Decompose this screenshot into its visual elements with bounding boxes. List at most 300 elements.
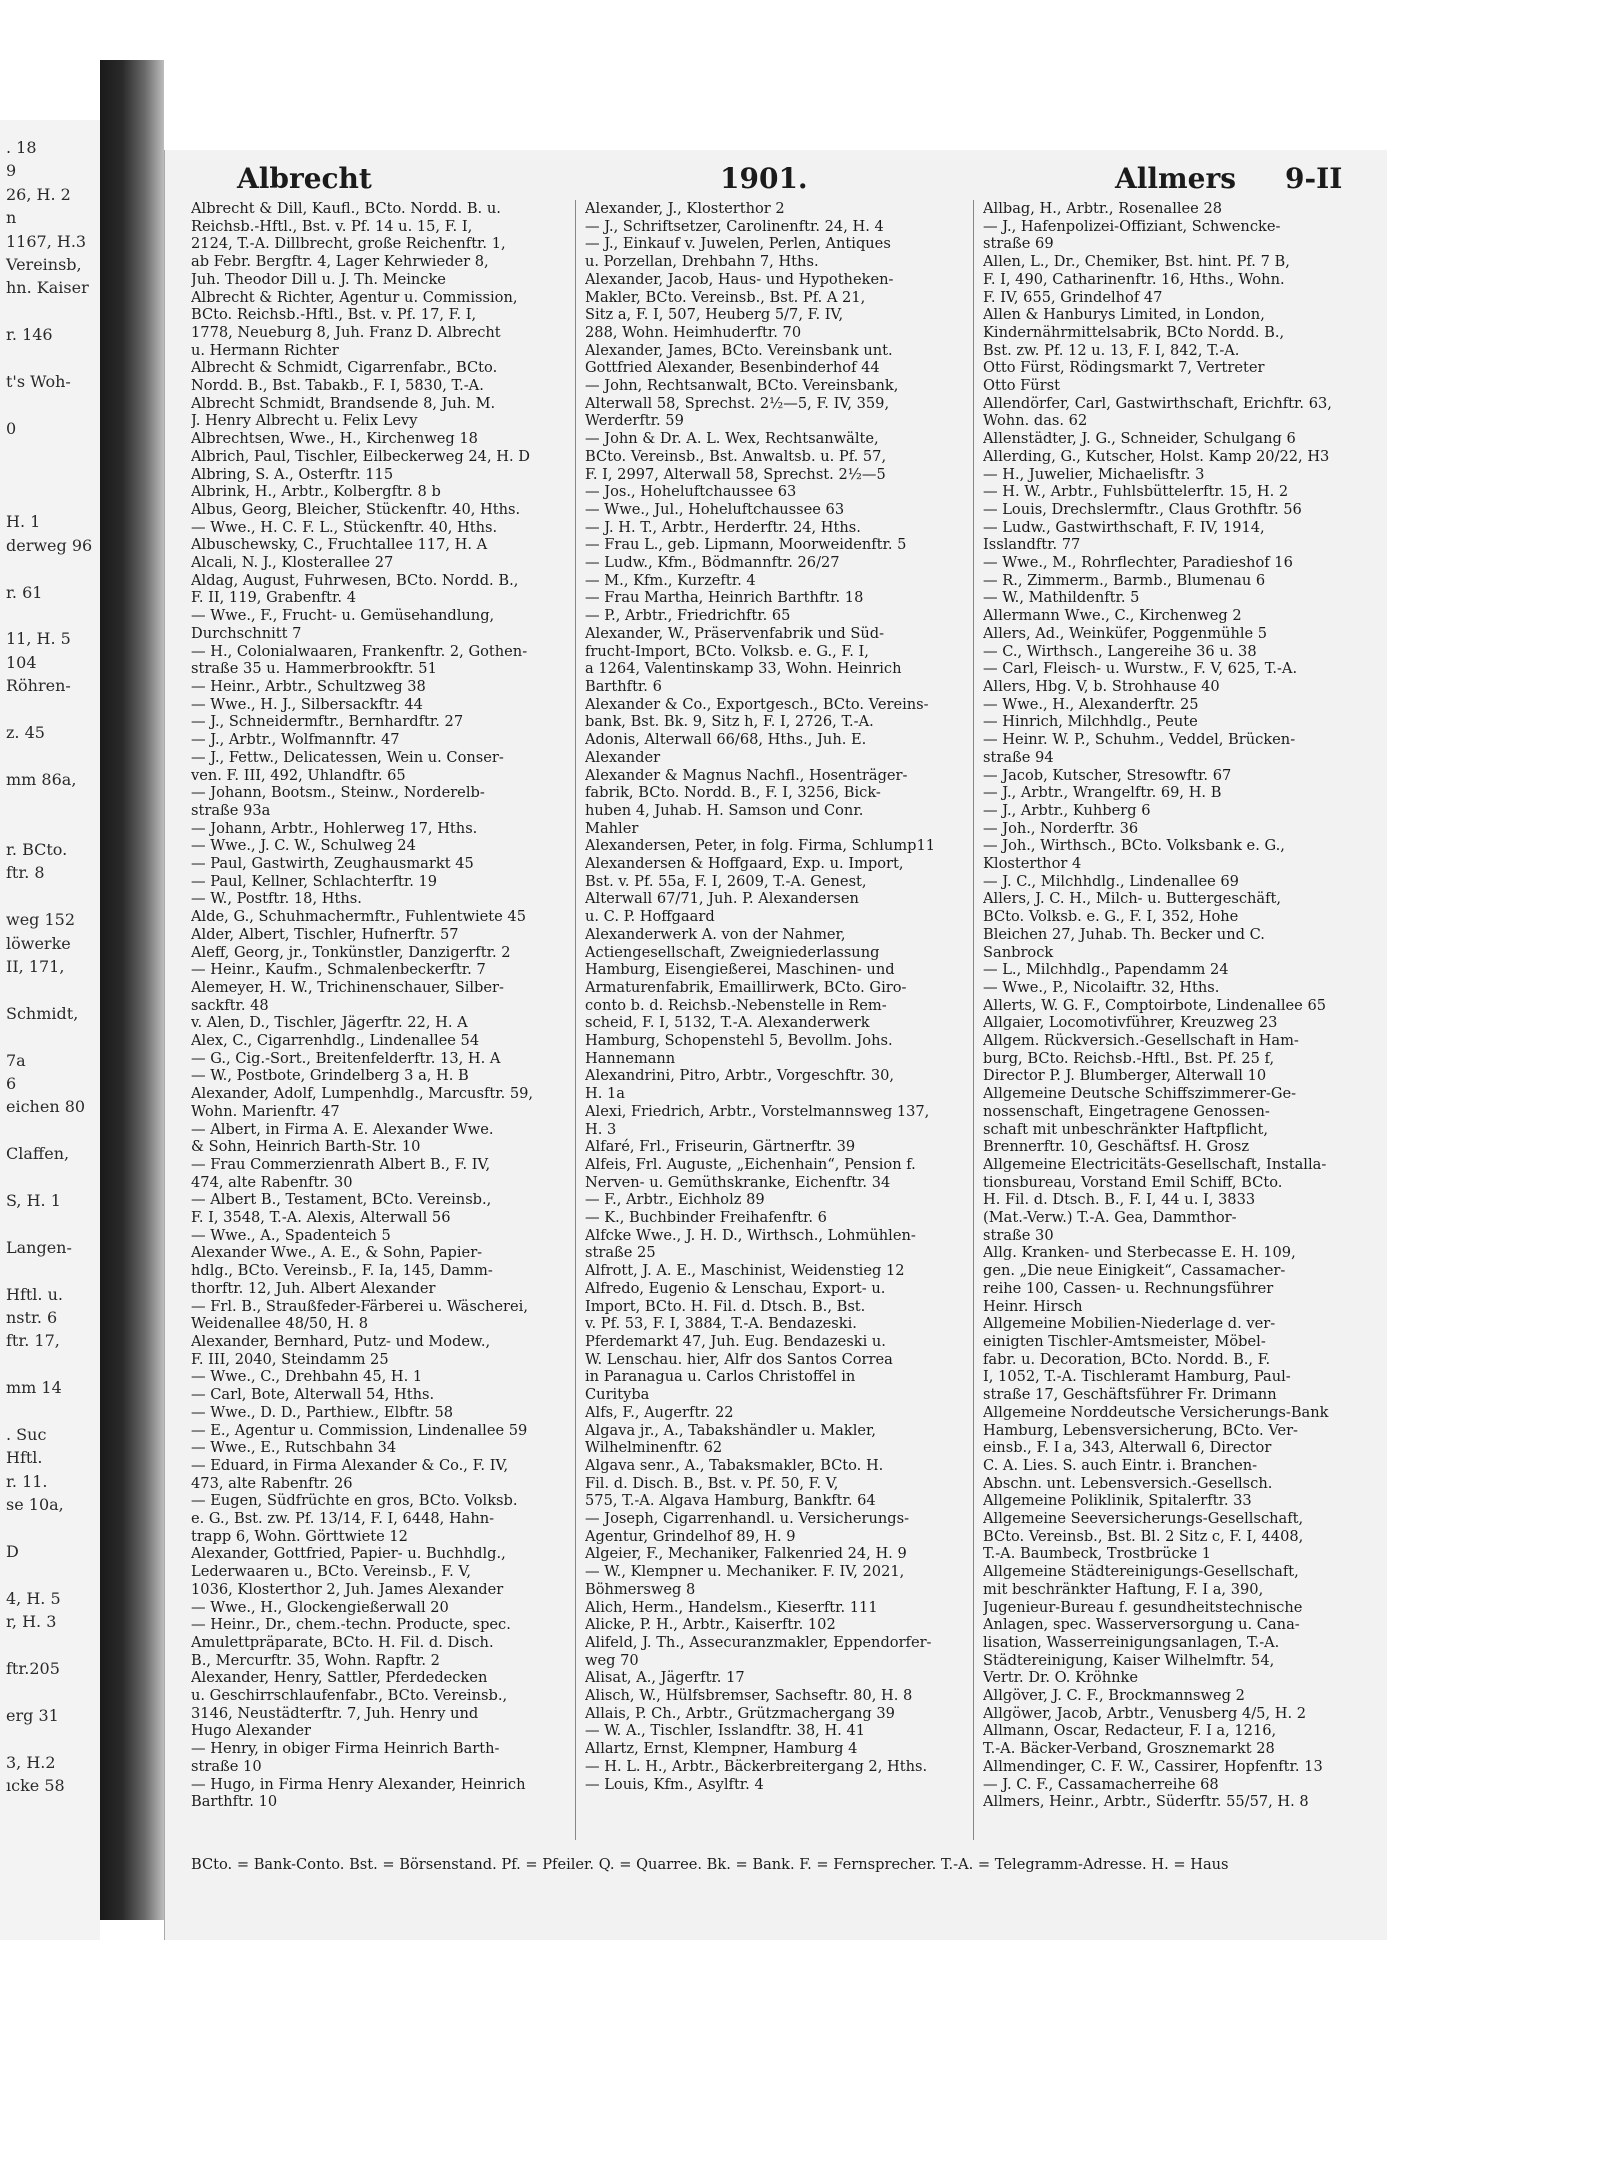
- directory-entry-line: Hannemann: [585, 1049, 676, 1067]
- directory-entry-line: Alcali, N. J., Klosterallee 27: [191, 554, 394, 572]
- previous-page-fragment: . Suc: [6, 1425, 47, 1444]
- previous-page-fragment: II, 171,: [6, 957, 65, 976]
- previous-page-fragment: Röhren-: [6, 676, 71, 696]
- directory-entry-line: — W., Mathildenftr. 5: [983, 589, 1140, 607]
- directory-entry-line: fabr. u. Decoration, BCto. Nordd. B., F.: [983, 1350, 1271, 1368]
- directory-entry-line: Vertr. Dr. O. Kröhnke: [983, 1669, 1139, 1687]
- directory-entry-line: Hamburg, Lebensversicherung, BCto. Ver-: [983, 1421, 1298, 1439]
- directory-entry-line: einsb., F. I a, 343, Alterwall 6, Director: [983, 1439, 1272, 1457]
- directory-entry-line: Albrecht & Richter, Agentur u. Commission,: [191, 288, 518, 306]
- directory-entry-line: Allgemeine Städtereinigungs-Gesellschaft,: [983, 1563, 1299, 1581]
- directory-entry-line: Albrecht & Dill, Kaufl., BCto. Nordd. B. u.: [191, 200, 501, 217]
- previous-page-edge: [0, 120, 100, 1940]
- directory-entry-line: — Albert B., Testament, BCto. Vereinsb.,: [191, 1191, 492, 1209]
- directory-entry-line: scheid, F. I, 5132, T.-A. Alexanderwerk: [585, 1014, 870, 1032]
- directory-entry-line: Hamburg, Schopenstehl 5, Bevollm. Johs.: [585, 1032, 893, 1050]
- directory-entry-line: Alde, G., Schuhmachermftr., Fuhlentwiete 45: [191, 908, 526, 926]
- directory-entry-line: — Hugo, in Firma Henry Alexander, Heinrich: [191, 1775, 526, 1793]
- directory-entry-line: — L., Milchhdlg., Papendamm 24: [983, 961, 1229, 979]
- directory-entry-line: F. II, 119, Grabenftr. 4: [191, 589, 356, 607]
- directory-entry-line: — Wwe., H. C. F. L., Stückenftr. 40, Hths.: [191, 518, 498, 536]
- previous-page-fragment: mm 86a,: [6, 769, 77, 789]
- directory-entry-line: Alterwall 58, Sprechst. 2½—5, F. IV, 359,: [585, 394, 890, 412]
- directory-entry-line: — Heinr., Kaufm., Schmalenbeckerftr. 7: [191, 961, 486, 979]
- directory-entry-line: Anlagen, spec. Wasserversorgung u. Cana-: [983, 1616, 1300, 1634]
- directory-entry-line: J. Henry Albrecht u. Felix Levy: [191, 412, 418, 430]
- directory-entry-line: — Henry, in obiger Firma Heinrich Barth-: [191, 1740, 500, 1758]
- directory-page: [164, 150, 1387, 1940]
- directory-entry-line: nossenschaft, Eingetragene Genossen-: [983, 1102, 1270, 1120]
- directory-entry-line: u. C. P. Hoffgaard: [585, 908, 715, 926]
- directory-entry-line: BCto. Vereinsb., Bst. Anwaltsb. u. Pf. 57,: [585, 447, 887, 465]
- directory-entry-line: Armaturenfabrik, Emaillirwerk, BCto. Giro-: [585, 978, 907, 996]
- directory-entry-line: Alich, Herm., Handelsm., Kieserftr. 111: [585, 1598, 878, 1616]
- previous-page-fragment: 9: [6, 161, 17, 181]
- directory-entry-line: — W., Postftr. 18, Hths.: [191, 890, 362, 908]
- previous-page-fragment: Schmidt,: [6, 1003, 79, 1023]
- directory-entry-line: — Frau Martha, Heinrich Barthftr. 18: [585, 589, 864, 607]
- directory-entry-line: Reichsb.-Hftl., Bst. v. Pf. 14 u. 15, F. I,: [191, 217, 473, 235]
- directory-entry-line: 575, T.-A. Algava Hamburg, Bankftr. 64: [585, 1492, 876, 1510]
- directory-entry-line: straße 30: [983, 1226, 1054, 1244]
- directory-entry-line: Alexander Wwe., A. E., & Sohn, Papier-: [191, 1244, 483, 1262]
- previous-page-fragment: D: [6, 1542, 19, 1561]
- directory-entry-line: einigten Tischler-Amtsmeister, Möbel-: [983, 1333, 1266, 1350]
- directory-entry-line: Alisch, W., Hülfsbremser, Sachseftr. 80, H. 8: [585, 1687, 913, 1705]
- directory-entry-line: — C., Wirthsch., Langereihe 36 u. 38: [983, 642, 1257, 660]
- directory-entry-line: — Wwe., H., Alexanderftr. 25: [983, 695, 1199, 713]
- directory-entry-line: Alexander, Jacob, Haus- und Hypotheken-: [585, 270, 894, 288]
- directory-entry-line: Abschn. unt. Lebensversich.-Gesellsch.: [983, 1474, 1273, 1492]
- directory-entry-line: — Heinr., Arbtr., Schultzweg 38: [191, 677, 426, 695]
- directory-entry-line: — Albert, in Firma A. E. Alexander Wwe.: [191, 1120, 494, 1138]
- directory-entry-line: F. III, 2040, Steindamm 25: [191, 1350, 389, 1368]
- directory-entry-line: — Hinrich, Milchhdlg., Peute: [983, 713, 1198, 731]
- directory-entry-line: mit beschränkter Haftung, F. I a, 390,: [983, 1580, 1264, 1598]
- directory-entry-line: Allermann Wwe., C., Kirchenweg 2: [983, 607, 1242, 625]
- directory-entry-line: Alexander & Co., Exportgesch., BCto. Vereins-: [585, 695, 929, 713]
- directory-entry-line: Alexander, James, BCto. Vereinsbank unt.: [585, 341, 893, 359]
- directory-entry-line: trapp 6, Wohn. Görttwiete 12: [191, 1527, 408, 1545]
- directory-entry-line: F. I, 490, Catharinenftr. 16, Hths., Wohn.: [983, 270, 1285, 288]
- directory-entry-line: — Paul, Gastwirth, Zeughausmarkt 45: [191, 855, 474, 873]
- directory-entry-line: straße 35 u. Hammerbrookftr. 51: [191, 660, 437, 678]
- directory-entry-line: — J., Arbtr., Wrangelftr. 69, H. B: [983, 784, 1222, 802]
- directory-entry-line: — E., Agentur u. Commission, Lindenallee 59: [191, 1421, 528, 1439]
- directory-entry-line: Allers, J. C. H., Milch- u. Buttergeschäft,: [983, 890, 1282, 908]
- previous-page-fragment: r, H. 3: [6, 1612, 57, 1632]
- directory-entry-line: Hugo Alexander: [191, 1722, 312, 1740]
- directory-entry-line: — G., Cig.-Sort., Breitenfelderftr. 13, H. A: [191, 1049, 501, 1067]
- previous-page-fragment: eichen 80: [6, 1097, 86, 1117]
- previous-page-fragment: r. 11.: [6, 1471, 48, 1491]
- directory-entry-line: B., Mercurftr. 35, Wohn. Rapftr. 2: [191, 1651, 440, 1669]
- directory-entry-line: schaft mit unbeschränkter Haftpflicht,: [983, 1120, 1269, 1138]
- directory-entry-line: Algava senr., A., Tabaksmakler, BCto. H.: [585, 1456, 884, 1474]
- directory-entry-line: — J., Fettw., Delicatessen, Wein u. Conser-: [191, 748, 504, 766]
- directory-entry-line: Barthftr. 10: [191, 1793, 278, 1811]
- directory-entry-line: — J. C., Milchhdlg., Lindenallee 69: [983, 872, 1239, 890]
- previous-page-fragment: z. 45: [6, 723, 45, 742]
- directory-entry-line: straße 25: [585, 1244, 656, 1262]
- directory-entry-line: — Wwe., Jul., Hoheluftchaussee 63: [585, 500, 845, 518]
- directory-entry-line: — Wwe., H., Glockengießerwall 20: [191, 1598, 449, 1616]
- directory-entry-line: — Johann, Bootsm., Steinw., Norderelb-: [191, 784, 485, 802]
- previous-page-fragment: Langen-: [6, 1237, 72, 1257]
- directory-entry-line: — Wwe., C., Drehbahn 45, H. 1: [191, 1368, 423, 1386]
- directory-entry-line: Alfredo, Eugenio & Lenschau, Export- u.: [585, 1279, 886, 1297]
- column-divider: [575, 200, 576, 1840]
- previous-page-fragment: r. BCto.: [6, 840, 68, 859]
- directory-entry-line: Agentur, Grindelhof 89, H. 9: [585, 1527, 796, 1545]
- directory-entry-line: Alfcke Wwe., J. H. D., Wirthsch., Lohmühlen-: [585, 1226, 916, 1244]
- directory-entry-line: Alfs, F., Augerftr. 22: [585, 1403, 734, 1421]
- column-divider: [973, 200, 974, 1840]
- directory-entry-line: straße 94: [983, 748, 1054, 766]
- directory-entry-line: weg 70: [585, 1651, 639, 1669]
- directory-entry-line: — K., Buchbinder Freihafenftr. 6: [585, 1209, 827, 1227]
- directory-entry-line: & Sohn, Heinrich Barth-Str. 10: [191, 1138, 421, 1156]
- directory-entry-line: — Wwe., F., Frucht- u. Gemüsehandlung,: [191, 607, 495, 625]
- directory-entry-line: Albrechtsen, Wwe., H., Kirchenweg 18: [191, 430, 478, 448]
- directory-entry-line: Alexandrini, Pitro, Arbtr., Vorgeschftr. 30,: [585, 1067, 895, 1085]
- previous-page-fragment: H. 1: [6, 512, 41, 532]
- directory-entry-line: hdlg., BCto. Vereinsb., F. Ia, 145, Damm-: [191, 1262, 493, 1280]
- directory-entry-line: Allgaier, Locomotivführer, Kreuzweg 23: [983, 1014, 1278, 1032]
- header-year: 1901.: [720, 162, 808, 195]
- directory-entry-line: Allmendinger, C. F. W., Cassirer, Hopfenftr. 13: [983, 1757, 1323, 1775]
- directory-entry-line: — W., Postbote, Grindelberg 3 a, H. B: [191, 1067, 469, 1085]
- directory-entry-line: Alexander & Magnus Nachfl., Hosenträger-: [585, 766, 908, 784]
- directory-entry-line: Heinr. Hirsch: [983, 1297, 1083, 1315]
- directory-entry-line: — Joh., Wirthsch., BCto. Volksbank e. G.,: [983, 837, 1285, 855]
- directory-entry-line: — P., Arbtr., Friedrichftr. 65: [585, 607, 791, 625]
- directory-entry-line: tionsbureau, Vorstand Emil Schiff, BCto.: [983, 1173, 1283, 1191]
- directory-entry-line: Alexander, W., Präservenfabrik und Süd-: [585, 624, 885, 642]
- previous-page-fragment: löwerke: [6, 933, 71, 953]
- directory-entry-line: Kindernährmittelsabrik, BCto Nordd. B.,: [983, 323, 1285, 341]
- directory-entry-line: straße 17, Geschäftsführer Fr. Drimann: [983, 1386, 1277, 1404]
- directory-entry-line: C. A. Lies. S. auch Eintr. i. Branchen-: [983, 1456, 1258, 1474]
- directory-entry-line: — Paul, Kellner, Schlachterftr. 19: [191, 872, 438, 890]
- directory-entry-line: Brennerftr. 10, Geschäftsf. H. Grosz: [983, 1138, 1250, 1156]
- directory-entry-line: Alexandersen, Peter, in folg. Firma, Schlump11: [585, 837, 936, 855]
- directory-entry-line: Aleff, Georg, jr., Tonkünstler, Danzigerftr. 2: [191, 943, 511, 961]
- directory-entry-line: — Wwe., E., Rutschbahn 34: [191, 1439, 397, 1457]
- directory-entry-line: — Heinr. W. P., Schuhm., Veddel, Brücken-: [983, 731, 1296, 749]
- directory-entry-line: W. Lenschau. hier, Alfr dos Santos Correa: [585, 1350, 893, 1368]
- previous-page-fragment: 1167, H.3: [6, 231, 87, 251]
- directory-entry-line: — Joh., Norderftr. 36: [983, 819, 1139, 837]
- directory-entry-line: u. Geschirrschlaufenfabr., BCto. Vereinsb.,: [191, 1687, 508, 1705]
- directory-entry-line: Alexander, Gottfried, Papier- u. Buchhdlg.,: [191, 1545, 506, 1563]
- directory-entry-line: — Wwe., H. J., Silbersackftr. 44: [191, 695, 423, 713]
- directory-entry-line: Pferdemarkt 47, Juh. Eug. Bendazeski u.: [585, 1333, 886, 1350]
- previous-page-fragment: mm 14: [6, 1378, 62, 1398]
- directory-entry-line: in Paranagua u. Carlos Christoffel in: [585, 1368, 856, 1386]
- previous-page-fragment: t's Woh-: [6, 372, 71, 391]
- directory-entry-line: Nerven- u. Gemüthskranke, Eichenftr. 34: [585, 1173, 891, 1191]
- directory-entry-line: v. Pf. 53, F. I, 3884, T.-A. Bendazeski.: [585, 1315, 857, 1333]
- directory-entry-line: H. 3: [585, 1120, 617, 1138]
- previous-page-fragment: 0: [6, 418, 17, 438]
- directory-entry-line: Aldag, August, Fuhrwesen, BCto. Nordd. B.,: [191, 571, 519, 589]
- directory-entry-line: — J. C. F., Cassamacherreihe 68: [983, 1775, 1219, 1793]
- previous-page-fragment: 4, H. 5: [6, 1588, 61, 1608]
- directory-entry-line: Alfeis, Frl. Auguste, „Eichenhain“, Pension f.: [585, 1155, 916, 1173]
- directory-entry-line: u. Hermann Richter: [191, 341, 339, 359]
- header-page-label: 9-II: [1285, 162, 1343, 195]
- previous-page-fragment: S, H. 1: [6, 1191, 61, 1210]
- directory-entry-line: F. I, 2997, Alterwall 58, Sprechst. 2½—5: [585, 465, 886, 483]
- previous-page-fragment: 6: [6, 1074, 17, 1093]
- directory-entry-line: — J., Schneidermftr., Bernhardftr. 27: [191, 713, 464, 731]
- directory-entry-line: Lederwaaren u., BCto. Vereinsb., F. V,: [191, 1563, 471, 1581]
- directory-entry-line: Allgöwer, Jacob, Arbtr., Venusberg 4/5, H. 2: [983, 1704, 1307, 1722]
- directory-entry-line: Allers, Hbg. V, b. Strohhause 40: [983, 677, 1220, 695]
- directory-entry-line: — Jos., Hoheluftchaussee 63: [585, 483, 797, 501]
- directory-entry-line: — R., Zimmerm., Barmb., Blumenau 6: [983, 571, 1266, 589]
- directory-entry-line: Alemeyer, H. W., Trichinenschauer, Silber-: [191, 978, 504, 996]
- directory-entry-line: Albus, Georg, Bleicher, Stückenftr. 40, Hths.: [191, 500, 521, 518]
- directory-entry-line: Alexander, Henry, Sattler, Pferdedecken: [191, 1669, 488, 1687]
- directory-entry-line: Allgem. Rückversich.-Gesellschaft in Ham-: [983, 1032, 1299, 1050]
- directory-entry-line: — W. A., Tischler, Isslandftr. 38, H. 41: [585, 1722, 866, 1740]
- directory-entry-line: I, 1052, T.-A. Tischleramt Hamburg, Paul-: [983, 1368, 1291, 1386]
- directory-entry-line: Durchschnitt 7: [191, 624, 302, 642]
- directory-entry-line: — J., Arbtr., Wolfmannftr. 47: [191, 731, 400, 749]
- directory-entry-line: Alex, C., Cigarrenhdlg., Lindenallee 54: [191, 1032, 480, 1050]
- directory-entry-line: Import, BCto. H. Fil. d. Dtsch. B., Bst.: [585, 1297, 866, 1315]
- directory-entry-line: Albrecht & Schmidt, Cigarrenfabr., BCto.: [191, 359, 498, 377]
- directory-entry-line: Albuschewsky, C., Fruchtallee 117, H. A: [191, 536, 488, 554]
- previous-page-fragment: . 18: [6, 138, 37, 157]
- directory-entry-line: fabrik, BCto. Nordd. B., F. I, 3256, Bick-: [585, 784, 881, 802]
- directory-column-3: [983, 200, 1363, 1811]
- directory-entry-line: Bleichen 27, Juhab. Th. Becker und C.: [983, 925, 1265, 943]
- directory-entry-line: Alder, Albert, Tischler, Hufnerftr. 57: [191, 925, 459, 943]
- previous-page-fragment: 3, H.2: [6, 1752, 56, 1772]
- directory-entry-line: BCto. Vereinsb., Bst. Bl. 2 Sitz c, F. I, 4408,: [983, 1527, 1304, 1545]
- directory-entry-line: — Wwe., M., Rohrflechter, Paradieshof 16: [983, 554, 1293, 572]
- directory-entry-line: — Ludw., Gastwirthschaft, F. IV, 1914,: [983, 518, 1265, 536]
- directory-entry-line: H. 1a: [585, 1085, 625, 1103]
- directory-entry-line: Algeier, F., Mechaniker, Falkenried 24, H. 9: [585, 1545, 907, 1563]
- directory-entry-line: Alfaré, Frl., Friseurin, Gärtnerftr. 39: [585, 1138, 856, 1156]
- directory-entry-line: — M., Kfm., Kurzeftr. 4: [585, 571, 756, 589]
- directory-entry-line: 1036, Klosterthor 2, Juh. James Alexander: [191, 1580, 504, 1598]
- previous-page-fragment: r. 61: [6, 582, 43, 602]
- directory-entry-line: — Louis, Kfm., Asylftr. 4: [585, 1775, 764, 1793]
- directory-entry-line: Isslandftr. 77: [983, 536, 1081, 554]
- previous-page-fragment: ftr. 8: [6, 863, 45, 883]
- directory-entry-line: Allgemeine Seeversicherungs-Gesellschaft,: [983, 1510, 1304, 1528]
- directory-entry-line: Bst. zw. Pf. 12 u. 13, F. I, 842, T.-A.: [983, 341, 1240, 359]
- directory-entry-line: Allerts, W. G. F., Comptoirbote, Lindenallee 65: [983, 996, 1327, 1014]
- previous-page-fragment: Claffen,: [6, 1144, 70, 1164]
- directory-entry-line: Albrich, Paul, Tischler, Eilbeckerweg 24, H. D: [191, 447, 530, 465]
- directory-entry-line: ab Febr. Bergftr. 4, Lager Kehrwieder 8,: [191, 253, 489, 271]
- directory-entry-line: sackftr. 48: [191, 996, 269, 1014]
- previous-page-fragment: Hftl. u.: [6, 1284, 63, 1304]
- directory-entry-line: straße 93a: [191, 801, 271, 819]
- directory-entry-line: e. G., Bst. zw. Pf. 13/14, F. I, 6448, Hahn-: [191, 1510, 495, 1528]
- directory-entry-line: Alifeld, J. Th., Assecuranzmakler, Eppendorfer-: [585, 1633, 932, 1651]
- directory-entry-line: — W., Klempner u. Mechaniker. F. IV, 2021,: [585, 1563, 905, 1581]
- directory-entry-line: thorftr. 12, Juh. Albert Alexander: [191, 1279, 436, 1297]
- book-spine-shadow: [100, 60, 164, 1920]
- directory-entry-line: Allgemeine Mobilien-Niederlage d. ver-: [983, 1315, 1276, 1333]
- directory-entry-line: T.-A. Baumbeck, Trostbrücke 1: [983, 1545, 1212, 1563]
- directory-entry-line: Albrecht Schmidt, Brandsende 8, Juh. M.: [191, 394, 496, 412]
- directory-entry-line: Allen & Hanburys Limited, in London,: [983, 306, 1265, 324]
- directory-entry-line: Fil. d. Disch. B., Bst. v. Pf. 50, F. V,: [585, 1474, 839, 1492]
- directory-entry-line: Adonis, Alterwall 66/68, Hths., Juh. E.: [585, 731, 867, 749]
- directory-entry-line: Mahler: [585, 819, 639, 837]
- directory-entry-line: Alexander, Adolf, Lumpenhdlg., Marcusftr. 59,: [191, 1085, 534, 1103]
- directory-entry-line: 1778, Neueburg 8, Juh. Franz D. Albrecht: [191, 323, 501, 341]
- directory-entry-line: Alicke, P. H., Arbtr., Kaiserftr. 102: [585, 1616, 836, 1634]
- previous-page-fragment: hn. Kaiser: [6, 278, 89, 298]
- directory-entry-line: — H., Colonialwaaren, Frankenftr. 2, Gothen-: [191, 642, 528, 660]
- directory-entry-line: Alexander: [585, 748, 661, 766]
- directory-entry-line: Allers, Ad., Weinküfer, Poggenmühle 5: [983, 624, 1268, 642]
- directory-entry-line: Sanbrock: [983, 943, 1054, 961]
- previous-page-fragment: nstr. 6: [6, 1308, 58, 1327]
- directory-entry-line: Alterwall 67/71, Juh. P. Alexandersen: [585, 890, 859, 908]
- directory-entry-line: — H. W., Arbtr., Fuhlsbüttelerftr. 15, H. 2: [983, 483, 1289, 501]
- previous-page-fragment: erg 31: [6, 1705, 59, 1725]
- directory-column-2: [585, 200, 965, 1793]
- previous-page-fragment: ıcke 58: [6, 1776, 65, 1795]
- directory-entry-line: 2124, T.-A. Dillbrecht, große Reichenftr. 1,: [191, 235, 506, 253]
- directory-entry-line: 3146, Neustädterftr. 7, Juh. Henry und: [191, 1704, 479, 1722]
- directory-entry-line: — Wwe., A., Spadenteich 5: [191, 1226, 391, 1244]
- directory-column-1: [191, 200, 571, 1811]
- previous-page-fragment: se 10a,: [6, 1495, 64, 1515]
- directory-entry-line: Allgemeine Norddeutsche Versicherungs-Bank: [983, 1403, 1329, 1421]
- directory-entry-line: T.-A. Bäcker-Verband, Grosznemarkt 28: [983, 1740, 1275, 1758]
- directory-entry-line: Alexanderwerk A. von der Nahmer,: [585, 925, 846, 943]
- directory-entry-line: — Carl, Fleisch- u. Wurstw., F. V, 625, T.-A.: [983, 660, 1298, 678]
- previous-page-fragment: 104: [6, 652, 37, 672]
- directory-entry-line: a 1264, Valentinskamp 33, Wohn. Heinrich: [585, 660, 902, 678]
- previous-page-fragment: 7a: [6, 1050, 26, 1070]
- directory-entry-line: — John & Dr. A. L. Wex, Rechtsanwälte,: [585, 430, 879, 448]
- directory-entry-line: — J., Schriftsetzer, Carolinenftr. 24, H. 4: [585, 217, 884, 235]
- directory-entry-line: — J., Arbtr., Kuhberg 6: [983, 801, 1151, 819]
- directory-entry-line: Actiengesellschaft, Zweigniederlassung: [585, 943, 880, 961]
- directory-entry-line: — Johann, Arbtr., Hohlerweg 17, Hths.: [191, 819, 478, 837]
- directory-entry-line: Allg. Kranken- und Sterbecasse E. H. 109,: [983, 1244, 1296, 1262]
- directory-entry-line: Alfrott, J. A. E., Maschinist, Weidenstieg 12: [585, 1262, 905, 1280]
- directory-entry-line: huben 4, Juhab. H. Samson und Conr.: [585, 801, 864, 819]
- directory-entry-line: Alexander, Bernhard, Putz- und Modew.,: [191, 1333, 491, 1350]
- directory-entry-line: Wilhelminenftr. 62: [585, 1439, 723, 1457]
- directory-entry-line: F. IV, 655, Grindelhof 47: [983, 288, 1163, 306]
- previous-page-fragment: ftr. 17,: [6, 1331, 60, 1351]
- directory-entry-line: — John, Rechtsanwalt, BCto. Vereinsbank,: [585, 377, 899, 395]
- directory-entry-line: ven. F. III, 492, Uhlandftr. 65: [191, 766, 406, 784]
- directory-entry-line: — Wwe., J. C. W., Schulweg 24: [191, 837, 416, 855]
- directory-entry-line: — Carl, Bote, Alterwall 54, Hths.: [191, 1386, 435, 1404]
- previous-page-fragment: weg 152: [6, 910, 76, 930]
- directory-entry-line: v. Alen, D., Tischler, Jägerftr. 22, H. A: [191, 1014, 468, 1032]
- directory-entry-line: Allgemeine Deutsche Schiffszimmerer-Ge-: [983, 1085, 1297, 1103]
- directory-entry-line: — Jacob, Kutscher, Stresowftr. 67: [983, 766, 1232, 784]
- directory-entry-line: Alexander, J., Klosterthor 2: [585, 200, 785, 217]
- directory-entry-line: BCto. Volksb. e. G., F. I, 352, Hohe: [983, 908, 1239, 926]
- directory-entry-line: Städtereinigung, Kaiser Wilhelmftr. 54,: [983, 1651, 1275, 1669]
- directory-entry-line: bank, Bst. Bk. 9, Sitz h, F. I, 2726, T.-A.: [585, 713, 874, 731]
- directory-entry-line: Allgemeine Electricitäts-Gesellschaft, Installa-: [983, 1155, 1327, 1173]
- directory-entry-line: Nordd. B., Bst. Tabakb., F. I, 5830, T.-A.: [191, 377, 484, 395]
- previous-page-fragment: r. 146: [6, 325, 53, 345]
- directory-entry-line: 473, alte Rabenftr. 26: [191, 1474, 353, 1492]
- directory-entry-line: — Eduard, in Firma Alexander & Co., F. IV,: [191, 1456, 509, 1474]
- directory-entry-line: — H., Juwelier, Michaelisftr. 3: [983, 465, 1205, 483]
- directory-entry-line: — Ludw., Kfm., Bödmannftr. 26/27: [585, 554, 840, 572]
- directory-entry-line: — J., Einkauf v. Juwelen, Perlen, Antiques: [585, 235, 891, 253]
- directory-entry-line: frucht-Import, BCto. Volksb. e. G., F. I,: [585, 642, 869, 660]
- directory-entry-line: Albrink, H., Arbtr., Kolbergftr. 8 b: [191, 483, 441, 501]
- directory-entry-line: — Wwe., P., Nicolaiftr. 32, Hths.: [983, 978, 1220, 996]
- directory-entry-line: — J. H. T., Arbtr., Herderftr. 24, Hths.: [585, 518, 861, 536]
- directory-entry-line: Weidenallee 48/50, H. 8: [191, 1315, 369, 1333]
- directory-entry-line: gen. „Die neue Einigkeit“, Cassamacher-: [983, 1262, 1286, 1280]
- directory-entry-line: Wohn. das. 62: [983, 412, 1088, 430]
- directory-entry-line: Bst. v. Pf. 55a, F. I, 2609, T.-A. Genest,: [585, 872, 867, 890]
- previous-page-fragment: derweg 96: [6, 535, 93, 555]
- directory-entry-line: — Wwe., D. D., Parthiew., Elbftr. 58: [191, 1403, 454, 1421]
- directory-entry-line: Wohn. Marienftr. 47: [191, 1102, 340, 1120]
- header-right-keyword: Allmers: [1115, 162, 1236, 195]
- directory-entry-line: — Eugen, Südfrüchte en gros, BCto. Volksb.: [191, 1492, 518, 1510]
- directory-entry-line: Klosterthor 4: [983, 855, 1082, 873]
- directory-entry-line: Otto Fürst, Rödingsmarkt 7, Vertreter: [983, 359, 1265, 377]
- directory-entry-line: Algava jr., A., Tabakshändler u. Makler,: [585, 1421, 877, 1439]
- directory-entry-line: Allendörfer, Carl, Gastwirthschaft, Erichftr. 63,: [983, 394, 1332, 412]
- directory-entry-line: Werderftr. 59: [585, 412, 684, 430]
- previous-page-fragment: ftr.205: [6, 1659, 60, 1678]
- directory-entry-line: Amulettpräparate, BCto. H. Fil. d. Disch.: [191, 1633, 494, 1651]
- directory-entry-line: lisation, Wasserreinigungsanlagen, T.-A.: [983, 1633, 1280, 1651]
- directory-entry-line: Makler, BCto. Vereinsb., Bst. Pf. A 21,: [585, 288, 866, 306]
- directory-entry-line: Juh. Theodor Dill u. J. Th. Meincke: [191, 270, 446, 288]
- directory-entry-line: Allais, P. Ch., Arbtr., Grützmachergang 39: [585, 1704, 895, 1722]
- directory-entry-line: — Frl. B., Straußfeder-Färberei u. Wäscherei,: [191, 1297, 528, 1315]
- directory-entry-line: 474, alte Rabenftr. 30: [191, 1173, 353, 1191]
- directory-entry-line: — Frau L., geb. Lipmann, Moorweidenftr. 5: [585, 536, 907, 554]
- directory-entry-line: Gottfried Alexander, Besenbinderhof 44: [585, 359, 880, 377]
- directory-entry-line: — H. L. H., Arbtr., Bäckerbreitergang 2, Hths.: [585, 1757, 928, 1775]
- previous-page-fragment: 11, H. 5: [6, 629, 71, 649]
- directory-entry-line: Allen, L., Dr., Chemiker, Bst. hint. Pf. 7 B,: [983, 253, 1290, 271]
- directory-entry-line: straße 69: [983, 235, 1054, 253]
- directory-entry-line: Hamburg, Eisengießerei, Maschinen- und: [585, 961, 895, 979]
- previous-page-fragment: 26, H. 2: [6, 184, 71, 204]
- directory-entry-line: Sitz a, F. I, 507, Heuberg 5/7, F. IV,: [585, 306, 844, 324]
- directory-entry-line: Alexandersen & Hoffgaard, Exp. u. Import,: [585, 855, 904, 873]
- directory-entry-line: Curityba: [585, 1386, 650, 1404]
- directory-entry-line: (Mat.-Verw.) T.-A. Gea, Dammthor-: [983, 1209, 1237, 1227]
- directory-entry-line: Allgöver, J. C. F., Brockmannsweg 2: [983, 1687, 1245, 1705]
- directory-entry-line: BCto. Reichsb.-Hftl., Bst. v. Pf. 17, F. I,: [191, 306, 477, 324]
- directory-entry-line: conto b. d. Reichsb.-Nebenstelle in Rem-: [585, 996, 887, 1014]
- directory-entry-line: burg, BCto. Reichsb.-Hftl., Bst. Pf. 25 f,: [983, 1049, 1275, 1067]
- directory-entry-line: Allerding, G., Kutscher, Holst. Kamp 20/22, H3: [983, 447, 1330, 465]
- directory-entry-line: reihe 100, Cassen- u. Rechnungsführer: [983, 1279, 1274, 1297]
